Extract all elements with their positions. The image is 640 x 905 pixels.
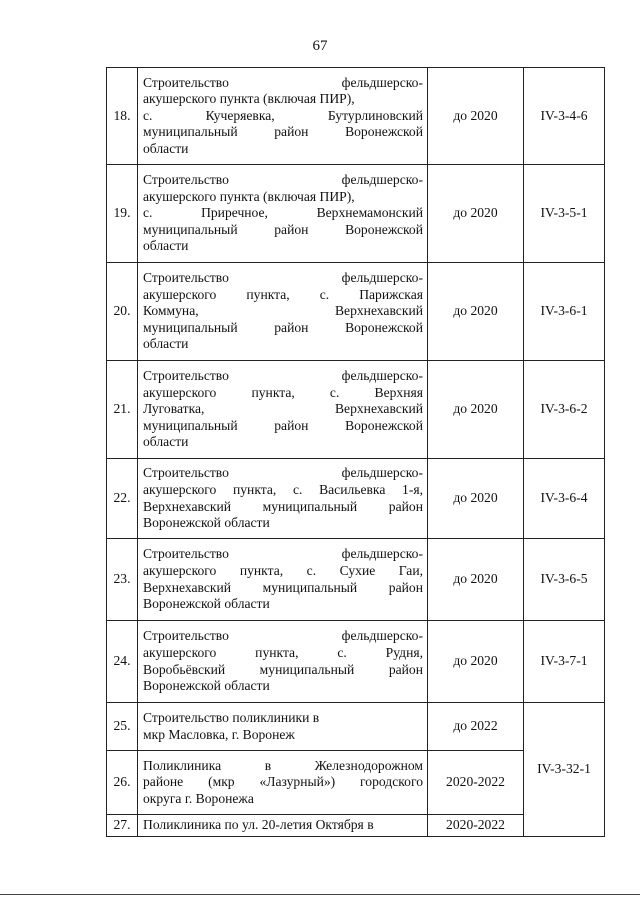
desc-line: области <box>143 140 189 156</box>
desc-line: Верхнехавский муниципальный район <box>143 579 423 595</box>
row-description <box>138 361 428 459</box>
desc-line: муниципальный район Воронежской <box>143 319 423 335</box>
row-description <box>138 459 428 539</box>
desc-line: Верхнехавский муниципальный район <box>143 498 423 514</box>
desc-line: муниципальный район Воронежской <box>143 417 423 433</box>
desc-line: Воронежской области <box>143 515 270 531</box>
row-number: 25. <box>107 703 138 751</box>
row-number: 18. <box>107 68 138 165</box>
row-term: до 2020 <box>428 263 524 361</box>
desc-line: муниципальный район Воронежской <box>143 221 423 237</box>
table-row <box>107 68 605 165</box>
row-description <box>138 263 428 361</box>
desc-line: Поликлиника в Железнодорожном <box>143 757 423 773</box>
desc-line: Воронежской области <box>143 596 270 612</box>
row-description <box>138 815 428 837</box>
row-term: 2020-2022 <box>428 815 524 837</box>
table-row <box>107 539 605 621</box>
desc-line: области <box>143 336 189 352</box>
row-description <box>138 621 428 703</box>
footer-divider <box>0 894 640 895</box>
desc-line: Строительство фельдшерско- <box>143 368 423 384</box>
row-term: до 2020 <box>428 459 524 539</box>
desc-line: мкр Масловка, г. Воронеж <box>143 726 295 742</box>
row-code: IV-3-6-5 <box>524 539 605 621</box>
row-description <box>138 751 428 815</box>
row-term: до 2020 <box>428 539 524 621</box>
table-row <box>107 459 605 539</box>
desc-line: Коммуна, Верхнехавский <box>143 303 423 319</box>
row-code: IV-3-6-1 <box>524 263 605 361</box>
desc-line: Строительство фельдшерско- <box>143 270 423 286</box>
desc-line: Строительство фельдшерско- <box>143 465 423 481</box>
desc-line: области <box>143 238 189 254</box>
table-row <box>107 263 605 361</box>
table-row <box>107 703 605 751</box>
desc-line: акушерского пункта, с. Сухие Гаи, <box>143 562 423 578</box>
desc-line: акушерского пункта, с. Парижская <box>143 286 423 302</box>
row-description <box>138 703 428 751</box>
row-term: до 2020 <box>428 621 524 703</box>
row-code: IV-3-7-1 <box>524 621 605 703</box>
desc-line: Поликлиника по ул. 20-летия Октября в <box>143 817 374 832</box>
desc-line: с. Кучеряевка, Бутурлиновский <box>143 107 423 123</box>
row-code: IV-3-5-1 <box>524 165 605 263</box>
row-number: 23. <box>107 539 138 621</box>
table-row <box>107 361 605 459</box>
row-description <box>138 165 428 263</box>
table-row <box>107 621 605 703</box>
page-number: 67 <box>312 38 328 54</box>
desc-line: акушерского пункта, с. Васильевка 1-я, <box>143 481 423 497</box>
desc-line: Воронежской области <box>143 678 270 694</box>
desc-line: Строительство фельдшерско- <box>143 628 423 644</box>
row-number: 27. <box>107 815 138 837</box>
desc-line: акушерского пункта (включая ПИР), <box>143 91 355 107</box>
row-term: до 2020 <box>428 361 524 459</box>
desc-line: с. Приречное, Верхнемамонский <box>143 205 423 221</box>
desc-line: Строительство фельдшерско- <box>143 172 423 188</box>
construction-plan-table <box>106 67 605 837</box>
row-number: 19. <box>107 165 138 263</box>
desc-line: Строительство фельдшерско- <box>143 546 423 562</box>
desc-line: Воробьёвский муниципальный район <box>143 661 423 677</box>
row-term: 2020-2022 <box>428 751 524 815</box>
desc-line: Луговатка, Верхнехавский <box>143 401 423 417</box>
desc-line: акушерского пункта (включая ПИР), <box>143 188 355 204</box>
row-number: 21. <box>107 361 138 459</box>
desc-line: Строительство поликлиники в <box>143 709 320 725</box>
row-code: IV-3-6-4 <box>524 459 605 539</box>
row-description <box>138 68 428 165</box>
desc-line: акушерского пункта, с. Рудня, <box>143 644 423 660</box>
desc-line: округа г. Воронежа <box>143 790 254 806</box>
row-description <box>138 539 428 621</box>
row-code: IV-3-32-1 <box>524 703 605 837</box>
desc-line: области <box>143 434 189 450</box>
row-code: IV-3-4-6 <box>524 68 605 165</box>
row-number: 22. <box>107 459 138 539</box>
desc-line: муниципальный район Воронежской <box>143 124 423 140</box>
desc-line: районе (мкр «Лазурный») городского <box>143 774 423 790</box>
desc-line: Строительство фельдшерско- <box>143 74 423 90</box>
desc-line: акушерского пункта, с. Верхняя <box>143 384 423 400</box>
row-number: 24. <box>107 621 138 703</box>
row-term: до 2020 <box>428 68 524 165</box>
row-number: 20. <box>107 263 138 361</box>
row-term: до 2022 <box>428 703 524 751</box>
row-number: 26. <box>107 751 138 815</box>
row-term: до 2020 <box>428 165 524 263</box>
row-code: IV-3-6-2 <box>524 361 605 459</box>
table-row <box>107 165 605 263</box>
